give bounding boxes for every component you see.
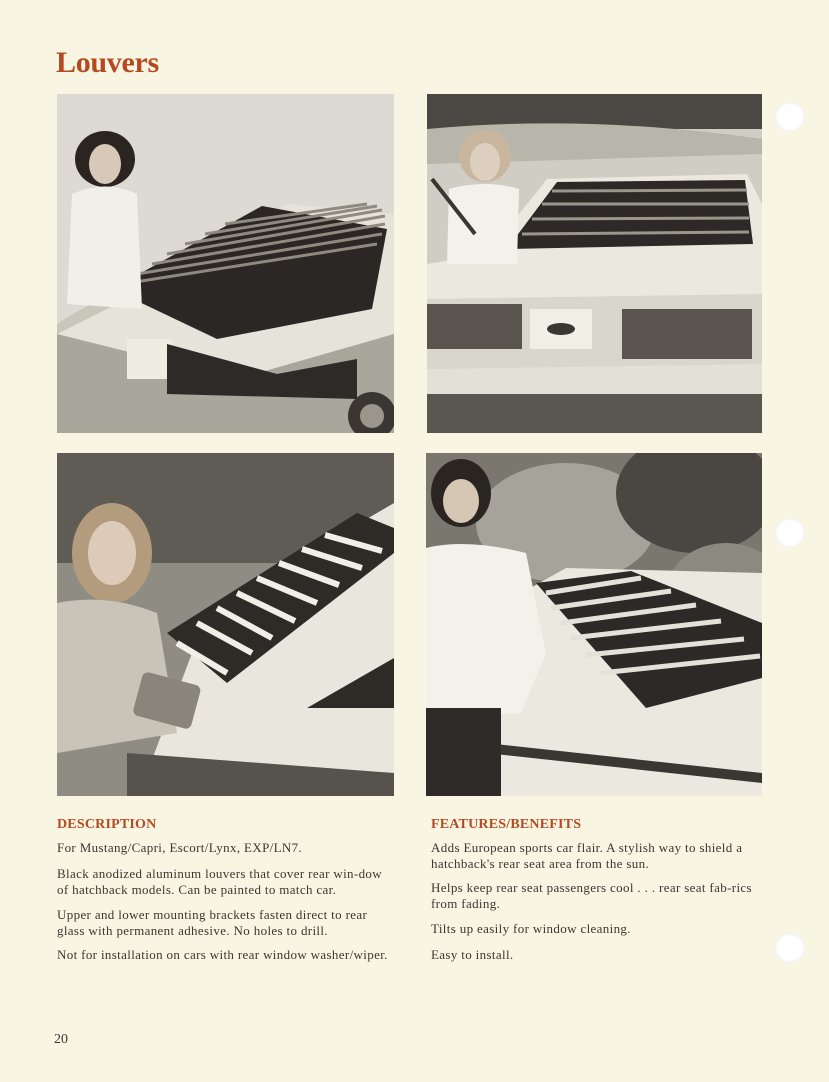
features-paragraph-1: Adds European sports car flair. A stylish way to shield a hatchback's rear seat area from the sun. [431, 840, 743, 871]
photo-louvers-car-rear-woman-2 [427, 94, 762, 433]
description-paragraph-2: Black anodized aluminum louvers that cover rear win-dow of hatchback models. Can be painted to match car. [57, 866, 383, 897]
page-title: Louvers [56, 46, 159, 79]
features-paragraph-4: Easy to install. [431, 947, 514, 962]
description-paragraph-3: Upper and lower mounting brackets fasten direct to rear glass with permanent adhesive. No holes to drill. [57, 907, 368, 938]
description-heading: DESCRIPTION [57, 817, 157, 832]
page-number: 20 [54, 1032, 68, 1047]
photo-louvers-car-side-woman-4 [426, 453, 762, 796]
binder-hole-bottom [775, 933, 805, 963]
binder-hole-top [775, 102, 805, 132]
binder-hole-middle [775, 518, 805, 548]
features-paragraph-2: Helps keep rear seat passengers cool . . . rear seat fab-rics from fading. [431, 880, 752, 911]
description-paragraph-1: For Mustang/Capri, Escort/Lynx, EXP/LN7. [57, 840, 303, 855]
description-paragraph-4: Not for installation on cars with rear window washer/wiper. [57, 947, 388, 962]
photo-louvers-car-rear-woman-1 [57, 94, 394, 433]
features-heading: FEATURES/BENEFITS [431, 817, 582, 832]
features-paragraph-3: Tilts up easily for window cleaning. [431, 921, 631, 936]
photo-louvers-car-side-woman-3 [57, 453, 394, 796]
